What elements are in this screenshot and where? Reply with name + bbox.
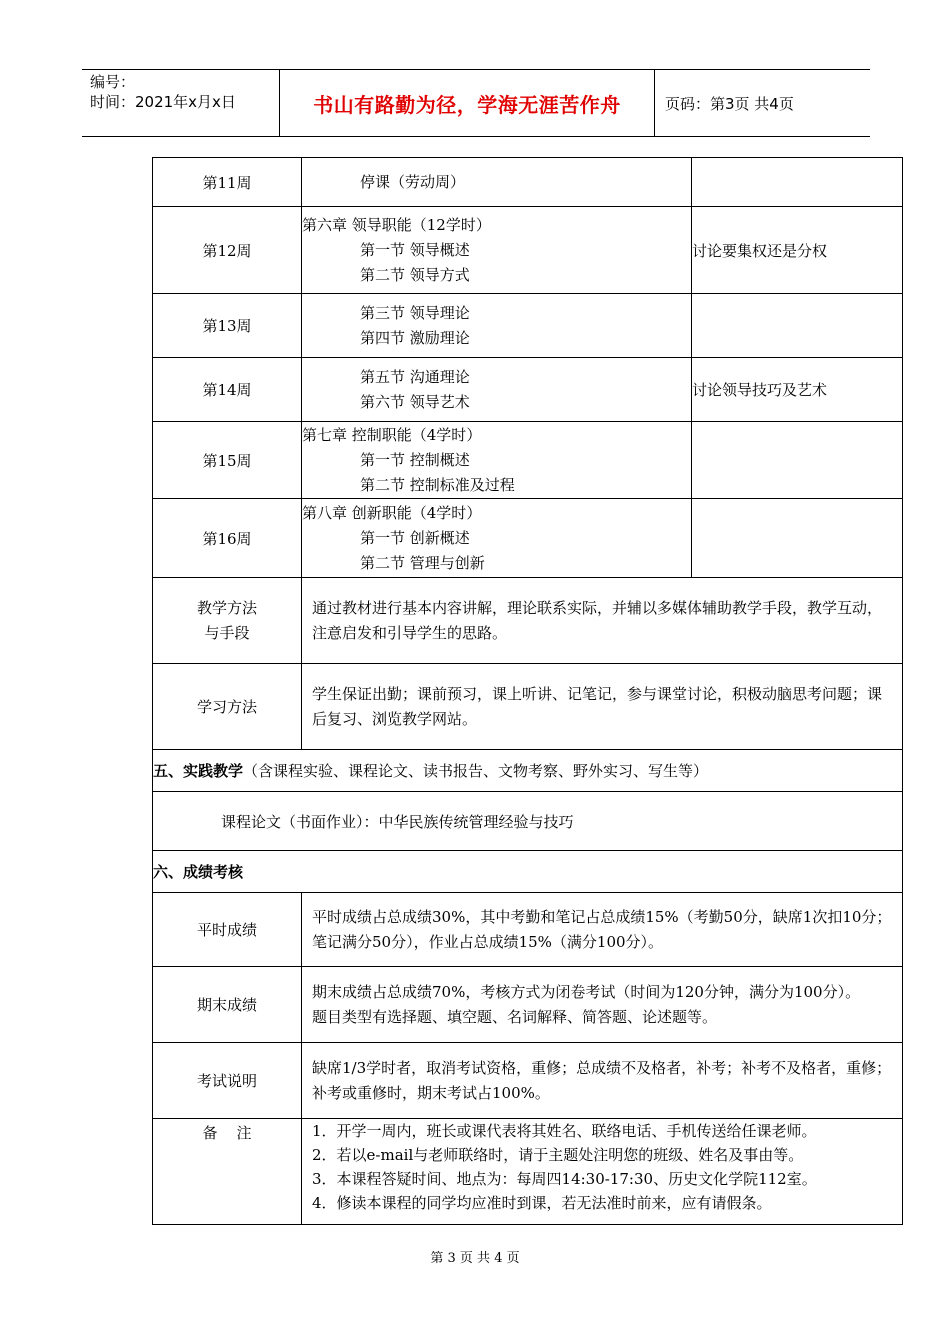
- assessment-text: [302, 967, 903, 1043]
- teaching-method-paragraph: 通过教材进行基本内容讲解，理论联系实际，并辅以多媒体辅助教学手段，教学互动，注意启发和引导学生的思路。: [312, 598, 883, 642]
- document-date-label: 时间：2021年x月x日: [90, 93, 236, 111]
- assessment-section-title: 六、成绩考核: [153, 851, 903, 893]
- week-label: 第14周: [153, 358, 302, 422]
- chapter-title: 第八章 创新职能（4学时）: [302, 503, 482, 522]
- week-content: [302, 207, 692, 294]
- week-row: [153, 294, 903, 358]
- week-note: [692, 422, 903, 499]
- week-note: [692, 499, 903, 578]
- teaching-method-row: [153, 578, 903, 664]
- header-motto: 书山有路勤为径，学海无涯苦作舟: [313, 93, 621, 117]
- assessment-section-header: [153, 851, 903, 893]
- week-row: [153, 499, 903, 578]
- remark-item: 4．修读本课程的同学均应准时到课，若无法准时前来，应有请假条。: [312, 1194, 772, 1212]
- assessment-paragraph: 缺席1/3学时者，取消考试资格，重修；总成绩不及格者，补考；补考不及格者，重修；补考或重修时，期末考试占100%。: [312, 1058, 892, 1102]
- week-content-line: 第二节 管理与创新: [360, 553, 485, 572]
- assessment-paragraph: 题目类型有选择题、填空题、名词解释、简答题、论述题等。: [312, 1007, 718, 1026]
- teaching-method-text: [302, 578, 903, 664]
- assessment-paragraph: 期末成绩占总成绩70%，考核方式为闭卷考试（时间为120分钟，满分为100分）。: [312, 982, 861, 1001]
- week-row: [153, 422, 903, 499]
- week-content-line: 第二节 控制标准及过程: [360, 475, 515, 494]
- practice-content: 课程论文（书面作业）：中华民族传统管理经验与技巧: [153, 792, 903, 851]
- remark-item: 1．开学一周内，班长或课代表将其姓名、联络电话、手机传送给任课老师。: [312, 1122, 817, 1140]
- remark-item: 3．本课程答疑时间、地点为：每周四14:30-17:30、历史文化学院112室。: [312, 1170, 817, 1188]
- week-content: [302, 158, 692, 207]
- chapter-title: 第六章 领导职能（12学时）: [302, 215, 491, 234]
- learning-method-label: 学习方法: [153, 664, 302, 750]
- page-header: [82, 69, 870, 137]
- week-content-line: 第一节 领导概述: [360, 240, 470, 259]
- week-content: [302, 294, 692, 358]
- practice-content-row: [153, 792, 903, 851]
- header-meta: [90, 72, 280, 112]
- assessment-label: 平时成绩: [153, 893, 302, 967]
- week-content-line: 第二节 领导方式: [360, 265, 470, 284]
- assessment-text: [302, 893, 903, 967]
- remark-item: 2．若以e-mail与老师联络时，请于主题处注明您的班级、姓名及事由等。: [312, 1146, 804, 1164]
- header-page-number: 页码：第3页 共4页: [665, 95, 794, 113]
- teaching-method-label-line: 与手段: [204, 623, 250, 642]
- remarks-list: [302, 1119, 903, 1225]
- learning-method-paragraph: 学生保证出勤；课前预习，课上听讲、记笔记，参与课堂讨论，积极动脑思考问题；课后复习、浏览教学网站。: [312, 684, 883, 728]
- week-content-line: 第四节 激励理论: [360, 328, 470, 347]
- week-label: 第13周: [153, 294, 302, 358]
- practice-title: 五、实践教学: [153, 762, 244, 780]
- learning-method-text: [302, 664, 903, 750]
- week-content-line: 第一节 控制概述: [360, 450, 470, 469]
- teaching-method-label-line: 教学方法: [196, 598, 257, 617]
- assessment-row: [153, 893, 903, 967]
- week-note: 讨论领导技巧及艺术: [692, 358, 903, 422]
- syllabus-table: [152, 157, 903, 1225]
- page-footer: 第 3 页 共 4 页: [430, 1251, 520, 1266]
- week-content-line: 第六节 领导艺术: [360, 392, 470, 411]
- week-content: [302, 358, 692, 422]
- assessment-label: 期末成绩: [153, 967, 302, 1043]
- assessment-paragraph: 平时成绩占总成绩30%，其中考勤和笔记占总成绩15%（考勤50分，缺席1次扣10分；笔记满分50分），作业占总成绩15%（满分100分）。: [312, 907, 892, 951]
- week-row: [153, 158, 903, 207]
- document-number-label: 编号：: [90, 73, 136, 91]
- teaching-method-label: [153, 578, 302, 664]
- assessment-text: [302, 1043, 903, 1119]
- learning-method-row: [153, 664, 903, 750]
- week-content-line: 第五节 沟通理论: [360, 367, 470, 386]
- practice-section-title: [153, 750, 903, 792]
- week-label: 第16周: [153, 499, 302, 578]
- assessment-label: 考试说明: [153, 1043, 302, 1119]
- week-content-line: 停课（劳动周）: [360, 172, 466, 191]
- week-row: [153, 358, 903, 422]
- week-content-line: 第一节 创新概述: [360, 528, 470, 547]
- week-note: [692, 294, 903, 358]
- week-label: 第11周: [153, 158, 302, 207]
- chapter-title: 第七章 控制职能（4学时）: [302, 425, 482, 444]
- practice-section-header: [153, 750, 903, 792]
- remarks-label: 备 注: [153, 1119, 302, 1225]
- remarks-row: [153, 1119, 903, 1225]
- week-content: [302, 422, 692, 499]
- week-label: 第15周: [153, 422, 302, 499]
- assessment-row: [153, 967, 903, 1043]
- assessment-row: [153, 1043, 903, 1119]
- practice-subtitle: （含课程实验、课程论文、读书报告、文物考察、野外实习、写生等）: [243, 762, 709, 780]
- week-content-line: 第三节 领导理论: [360, 303, 470, 322]
- header-divider: [654, 70, 655, 136]
- week-row: [153, 207, 903, 294]
- week-content: [302, 499, 692, 578]
- week-label: 第12周: [153, 207, 302, 294]
- week-note: 讨论要集权还是分权: [692, 207, 903, 294]
- week-note: [692, 158, 903, 207]
